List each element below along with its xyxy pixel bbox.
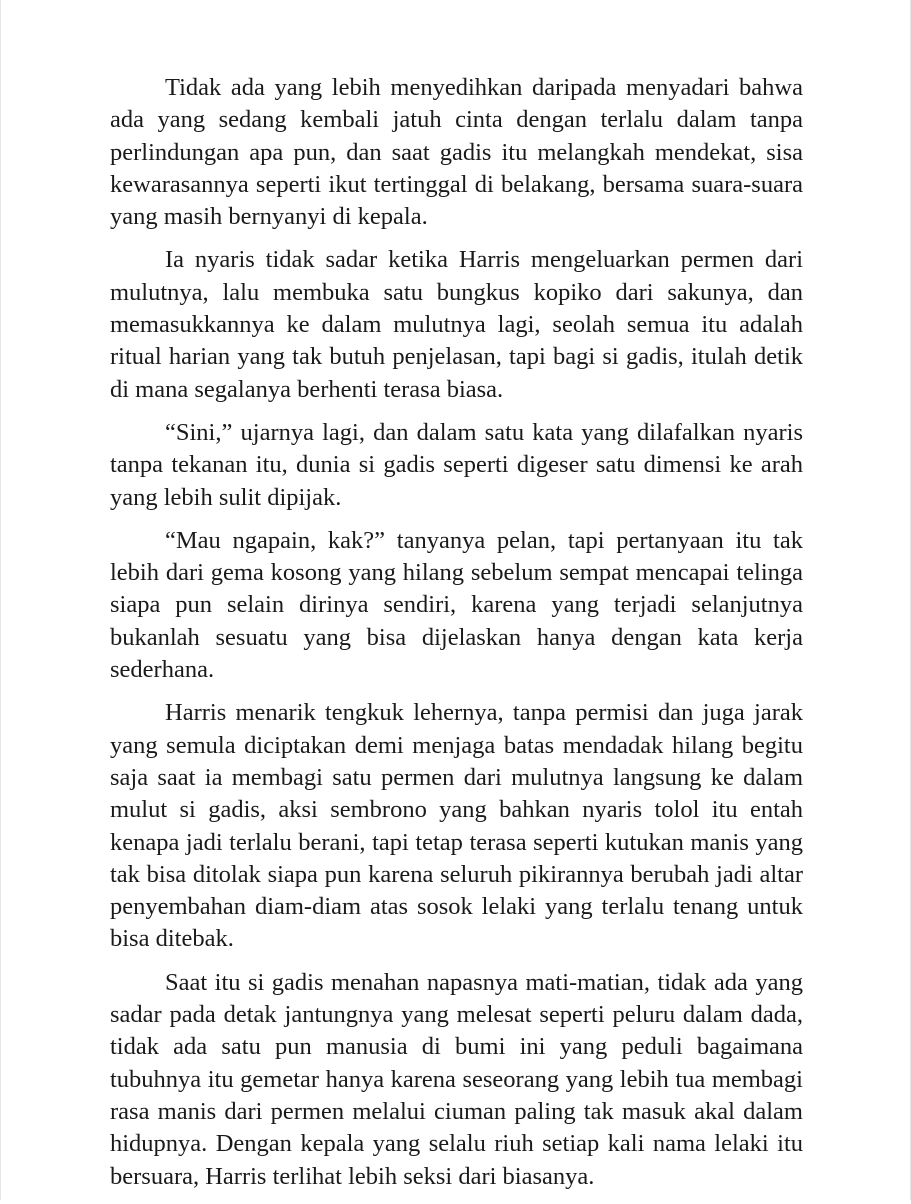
document-body [110, 72, 803, 1204]
paragraph-2: Ia nyaris tidak sadar ketika Harris mengeluarkan permen dari mulutnya, lalu membuka satu bungkus kopiko dari sakunya, dan memasukkannya ke dalam mulutnya lagi, seolah semua itu adalah ritual harian yang tak butuh penjelasan, tapi bagi si gadis, itulah detik di mana segalanya berhenti terasa biasa. [110, 246, 803, 403]
paragraph-5: Harris menarik tengkuk lehernya, tanpa permisi dan juga jarak yang semula diciptakan demi menjaga batas mendadak hilang begitu saja saat ia membagi satu permen dari mulutnya langsung ke dalam mulut si gadis, aksi sembrono yang bahkan nyaris tolol itu entah kenapa jadi terlalu berani, tapi tetap terasa seperti kutukan manis yang tak bisa ditolak siapa pun karena seluruh pikirannya berubah jadi altar penyembahan diam-diam atas sosok lelaki yang terlalu tenang untuk bisa ditebak. [110, 699, 803, 953]
paragraph-6: Saat itu si gadis menahan napasnya mati-matian, tidak ada yang sadar pada detak jantungnya yang melesat seperti peluru dalam dada, tidak ada satu pun manusia di bumi ini yang peduli bagaimana tubuhnya itu gemetar hanya karena seseorang yang lebih tua membagi rasa manis dari permen melalui ciuman paling tak masuk akal dalam hidupnya. Dengan kepala yang selalu riuh setiap kali nama lelaki itu bersuara, Harris terlihat lebih seksi dari biasanya. [110, 968, 803, 1190]
paragraph-1: Tidak ada yang lebih menyedihkan daripada menyadari bahwa ada yang sedang kembali jatuh cinta dengan terlalu dalam tanpa perlindungan apa pun, dan saat gadis itu melangkah mendekat, sisa kewarasannya seperti ikut tertinggal di belakang, bersama suara-suara yang masih bernyanyi di kepala. [110, 74, 803, 231]
paragraph-3: “Sini,” ujarnya lagi, dan dalam satu kata yang dilafalkan nyaris tanpa tekanan itu, dunia si gadis seperti digeser satu dimensi ke arah yang lebih sulit dipijak. [110, 418, 803, 511]
paragraph-4: “Mau ngapain, kak?” tanyanya pelan, tapi pertanyaan itu tak lebih dari gema kosong yang hilang sebelum sempat mencapai telinga siapa pun selain dirinya sendiri, karena yang terjadi selanjutnya bukanlah sesuatu yang bisa dijelaskan hanya dengan kata kerja sederhana. [110, 526, 803, 684]
